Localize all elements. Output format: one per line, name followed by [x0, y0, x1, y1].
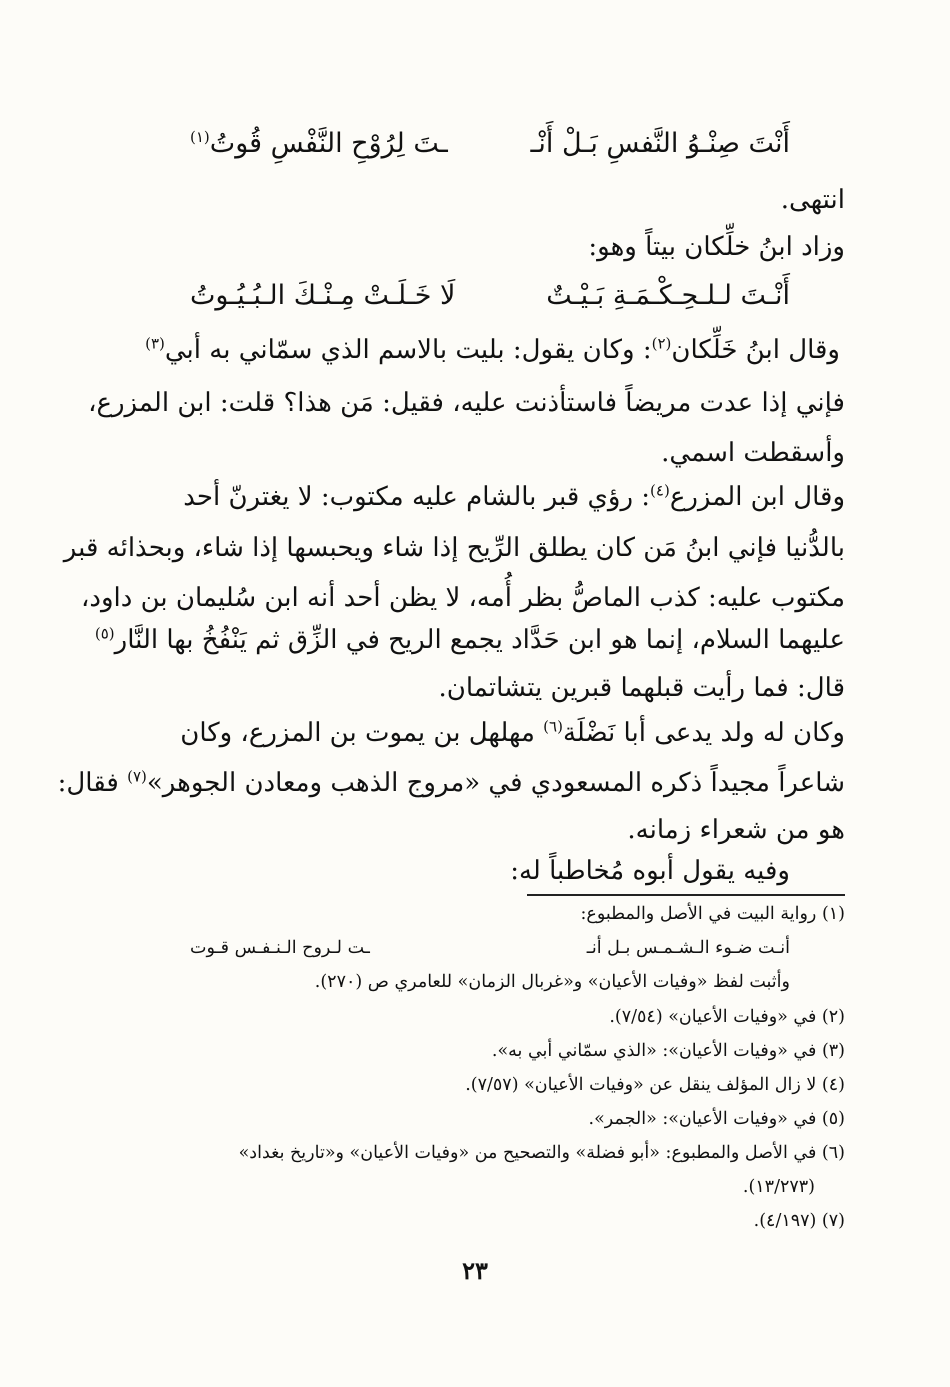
- para3-line-1: [140, 718, 845, 748]
- verse-1-second-hemistich: ـتَ لِرُوْحِ النَّفْسِ قُوتُ$^{(١)}$: [190, 128, 448, 159]
- para2-line-1-content: وقال ابن المزرع$^{(٤)}$: رؤي قبر بالشام عليه مكتوب: لا يغترنّ أحد: [183, 481, 845, 512]
- page-number: ٢٣: [462, 1256, 488, 1285]
- footnote-6-text: (٦) في الأصل والمطبوع: «أبو فضلة» والتصحيح من «وفيات الأعيان» و«تاريخ بغداد»: [238, 1143, 845, 1163]
- para2-line-5: قال: فما رأيت قبلهما قبرين يتشاتمان.: [438, 673, 845, 703]
- footnote-6-continued: (١٣/٢٧٣).: [742, 1177, 815, 1197]
- para3-line-2: [57, 767, 845, 798]
- verse-1: [190, 128, 790, 159]
- para1-line-2: فإني إذا عدت مريضاً فاستأذنت عليه، فقيل: مَن هذا؟ قلت: ابن المزرع،: [88, 388, 845, 418]
- footnote-1-verse-first: أنـت ضـوء الـشـمـس بـل أنـ: [586, 938, 790, 958]
- verse-2-first-hemistich: أَنْـتَ لـلـحِـكْـمَـةِ بَـيْـتٌ: [546, 280, 790, 311]
- para3-line-2-content: شاعراً مجيداً ذكره المسعودي في «مروج الذهب ومعادن الجوهر»$^{(٧)}$ فقال:: [57, 767, 845, 798]
- para3-line-3: هو من شعراء زمانه.: [627, 815, 845, 845]
- footnote-2: (٢) في «وفيات الأعيان» (٧/٥٤).: [609, 1007, 845, 1027]
- para3-line-4: وفيه يقول أبوه مُخاطباً له:: [510, 856, 790, 886]
- footnote-7: (٧) (٤/١٩٧).: [753, 1211, 845, 1231]
- footnote-1-verse-second: ـت لـروح الـنـفـس قـوت: [190, 938, 370, 958]
- verse-2-second-hemistich: لَا خَـلَـتْ مِـنْـكَ الـبُـيُـوتُ: [190, 280, 456, 311]
- footnote-ref-6[interactable]: (٦): [543, 717, 563, 736]
- footnote-1: (١) رواية البيت في الأصل والمطبوع:: [580, 904, 845, 924]
- footnote-ref-5[interactable]: (٥): [94, 624, 115, 643]
- footnote-4: (٤) لا زال المؤلف ينقل عن «وفيات الأعيان» (٧/٥٧).: [465, 1075, 845, 1095]
- para1-line-3: وأسقطت اسمي.: [661, 438, 845, 468]
- verse-1-first-hemistich: أَنْتَ صِنْـوُ النَّفسِ بَـلْ أَنْـ: [530, 128, 790, 159]
- para1-line-1: [105, 335, 840, 365]
- text-intaha: انتهى.: [780, 185, 845, 215]
- footnote-ref-1[interactable]: (١): [190, 128, 210, 146]
- text-added-verse-intro: وزاد ابنُ خلِّكان بيتاً وهو:: [588, 232, 845, 262]
- para2-line-2: بالدُّنيا فإني ابنُ مَن كان يطلق الرِّيح إذا شاء ويحبسها إذا شاء، وبحذائه قبر: [63, 533, 845, 563]
- footnote-ref-7[interactable]: (٧): [127, 767, 147, 786]
- footnote-ref-3[interactable]: (٣): [145, 334, 165, 353]
- footnote-ref-2[interactable]: (٢): [651, 334, 672, 353]
- footnote-divider: [527, 894, 845, 896]
- para2-line-3: مكتوب عليه: كذب الماصُّ بظر أُمه، لا يظن أحد أنه ابن سُليمان بن داود،: [81, 583, 845, 613]
- verse-2: [190, 280, 790, 311]
- footnote-3: (٣) في «وفيات الأعيان»: «الذي سمّاني أبي به».: [491, 1041, 845, 1061]
- footnote-6: [110, 1143, 845, 1163]
- footnote-1-verse: [190, 938, 790, 958]
- footnote-ref-4[interactable]: (٤): [650, 481, 670, 500]
- footnote-5: (٥) في «وفيات الأعيان»: «الجمر».: [588, 1109, 845, 1129]
- para3-line-1-content: وكان له ولد يدعى أبا نَضْلَة$^{(٦)}$ مهلهل بن يموت بن المزرع، وكان: [180, 717, 845, 748]
- para1-line-1-content: وقال ابنُ خَلِّكان$^{(٢)}$: وكان يقول: بليت بالاسم الذي سمّاني به أبي$^{(٣)}$: [145, 334, 840, 365]
- para2-line-1: [140, 482, 845, 512]
- footnote-1-continued: وأثبت لفظ «وفيات الأعيان» و«غربال الزمان» للعامري ص (٢٧٠).: [314, 972, 790, 992]
- para2-line-4: عليهما السلام، إنما هو ابن حَدَّاد يجمع الريح في الزِّق ثم يَنْفُخُ بها النَّار$^{(٥)}$: [94, 624, 845, 655]
